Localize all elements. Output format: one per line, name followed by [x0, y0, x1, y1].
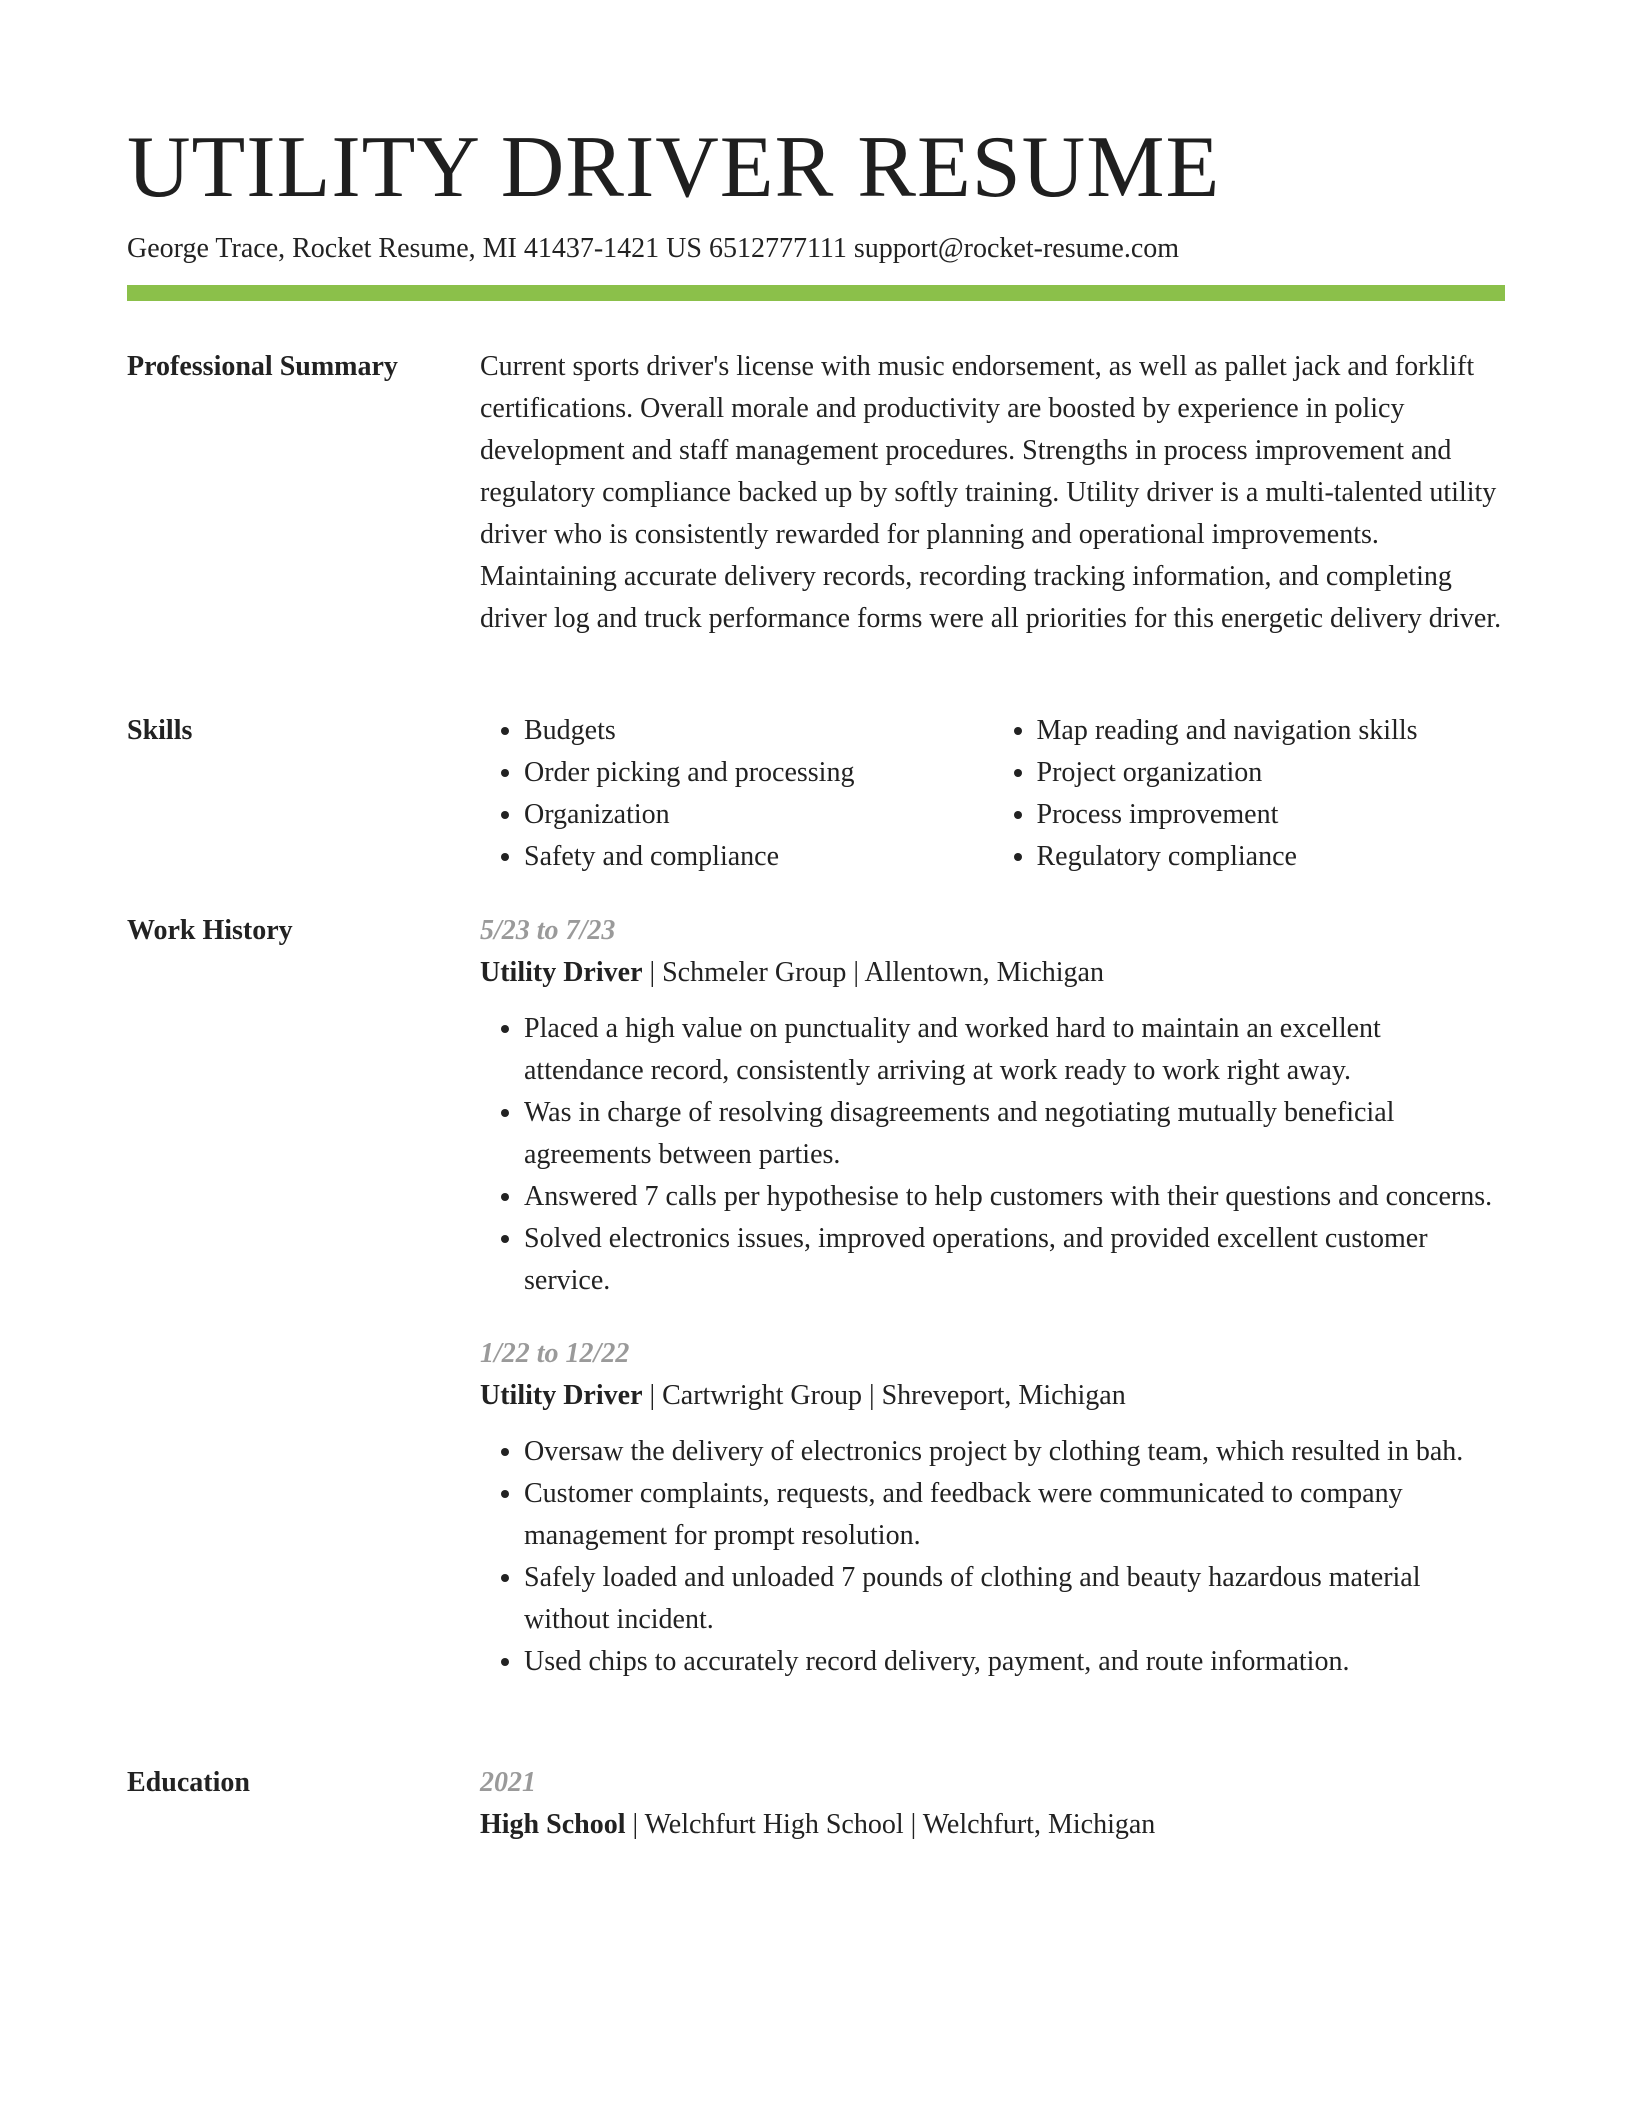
job-details: | Schmeler Group | Allentown, Michigan — [642, 957, 1104, 988]
summary-text: Current sports driver's license with music endorsement, as well as pallet jack and forklift certifications. Overall morale and productivity are boosted by experience in policy development and staff management procedures. Strengths in process improvement and regulatory compliance backed up by softly training. Utility driver is a multi-talented utility driver who is consistently rewarded for planning and operational improvements. Maintaining accurate delivery records, recording tracking information, and completing driver log and truck performance forms were all priorities for this energetic delivery driver. — [480, 351, 1502, 634]
skill-item: • Project organization — [1037, 752, 1506, 794]
contact-line: George Trace, Rocket Resume, MI 41437-1421 US 6512777111 support@rocket-resume.com — [127, 233, 1180, 264]
job-role: Utility Driver — [480, 1380, 643, 1411]
job-bullet: • Customer complaints, requests, and feedback were communicated to company management for prompt resolution. — [524, 1473, 1505, 1557]
education-label: Education — [127, 1767, 250, 1798]
skill-item: • Budgets — [524, 710, 993, 752]
work-history-label: Work History — [127, 915, 293, 946]
work-history-content — [480, 910, 1505, 1683]
skills-label: Skills — [127, 715, 193, 746]
job-bullets — [480, 1431, 1505, 1683]
skills-content — [480, 710, 1505, 878]
job-entry — [480, 1333, 1505, 1683]
skill-item: • Safety and compliance — [524, 836, 993, 878]
job-bullet: • Solved electronics issues, improved operations, and provided excellent customer service. — [524, 1218, 1505, 1302]
skill-item: • Process improvement — [1037, 794, 1506, 836]
job-details: | Cartwright Group | Shreveport, Michigan — [642, 1380, 1126, 1411]
education-details: | Welchfurt High School | Welchfurt, Michigan — [625, 1809, 1156, 1840]
job-bullet: • Used chips to accurately record delivery, payment, and route information. — [524, 1641, 1505, 1683]
job-title-line — [480, 1375, 1505, 1417]
skills-list-left — [480, 710, 993, 878]
skill-item: • Map reading and navigation skills — [1037, 710, 1506, 752]
summary-label: Professional Summary — [127, 351, 398, 382]
skill-item: • Regulatory compliance — [1037, 836, 1506, 878]
job-bullets — [480, 1008, 1505, 1302]
skill-item: • Order picking and processing — [524, 752, 993, 794]
job-entry — [480, 910, 1505, 1302]
job-bullet: • Placed a high value on punctuality and worked hard to maintain an excellent attendance record, consistently arriving at work ready to work right away. — [524, 1008, 1505, 1092]
accent-divider — [127, 285, 1505, 301]
skills-list-right — [993, 710, 1506, 878]
job-bullet: • Answered 7 calls per hypothesise to help customers with their questions and concerns. — [524, 1176, 1505, 1218]
education-content — [480, 1762, 1505, 1846]
job-role: Utility Driver — [480, 957, 643, 988]
job-date: 1/22 to 12/22 — [480, 1338, 630, 1369]
job-title-line — [480, 952, 1505, 994]
job-date: 5/23 to 7/23 — [480, 915, 616, 946]
job-bullet: • Was in charge of resolving disagreements and negotiating mutually beneficial agreements between parties. — [524, 1092, 1505, 1176]
job-bullet: • Safely loaded and unloaded 7 pounds of clothing and beauty hazardous material without incident. — [524, 1557, 1505, 1641]
resume-header — [127, 118, 1505, 301]
skill-item: • Organization — [524, 794, 993, 836]
education-line — [480, 1804, 1505, 1846]
education-degree: High School — [480, 1809, 626, 1840]
job-bullet: • Oversaw the delivery of electronics project by clothing team, which resulted in bah. — [524, 1431, 1505, 1473]
education-date: 2021 — [480, 1767, 536, 1798]
resume-title: UTILITY DRIVER RESUME — [127, 119, 1221, 216]
summary-content — [480, 346, 1505, 640]
